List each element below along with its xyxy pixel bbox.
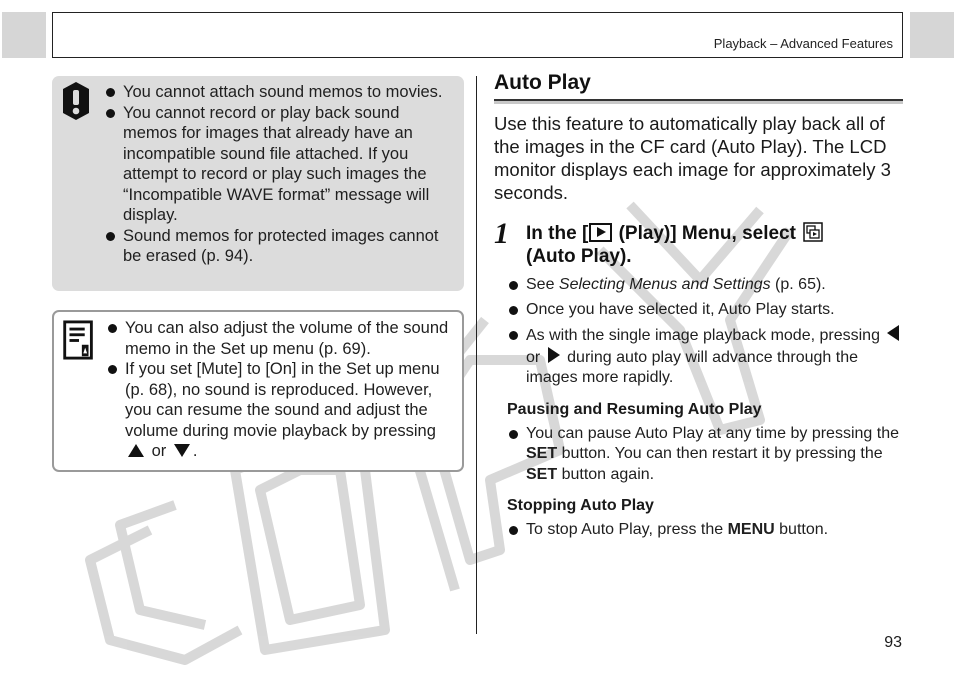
left-corner-tab bbox=[2, 12, 46, 58]
down-arrow-icon bbox=[174, 444, 190, 457]
exclamation-caution-icon bbox=[59, 81, 93, 121]
title-rule bbox=[494, 99, 903, 104]
step-1 bbox=[494, 217, 906, 389]
stopping-item: To stop Auto Play, press the MENU button. bbox=[508, 520, 906, 541]
pausing-list bbox=[508, 424, 906, 486]
intro-paragraph: Use this feature to automatically play back all of the images in the CF card (Auto Play). The LCD monitor displays each image for approximately 3 seconds. bbox=[494, 113, 891, 203]
caution-item: You cannot attach sound memos to movies. bbox=[105, 82, 458, 103]
note-item: You can also adjust the volume of the sound memo in the Set up menu (p. 69). bbox=[107, 318, 456, 359]
pausing-heading: Pausing and Resuming Auto Play bbox=[507, 400, 762, 418]
note-box bbox=[52, 310, 464, 472]
section-label: Playback – Advanced Features bbox=[713, 36, 893, 51]
right-arrow-icon bbox=[548, 347, 560, 363]
step-bullet: As with the single image playback mode, pressing or during auto play will advance through the images more rapidly. bbox=[508, 325, 906, 389]
pausing-item: You can pause Auto Play at any time by pressing the SET button. You can then restart it by pressing the SET button again. bbox=[508, 424, 906, 486]
page-header bbox=[52, 12, 903, 58]
note-list bbox=[107, 318, 456, 462]
step-bullet: Once you have selected it, Auto Play starts. bbox=[508, 300, 906, 321]
step-bullet: See Selecting Menus and Settings (p. 65). bbox=[508, 275, 906, 296]
caution-box bbox=[52, 76, 464, 291]
right-corner-tab bbox=[910, 12, 954, 58]
step-number: 1 bbox=[494, 217, 509, 250]
caution-item: Sound memos for protected images cannot be erased (p. 94). bbox=[105, 226, 458, 267]
page-number: 93 bbox=[884, 634, 902, 651]
play-icon bbox=[589, 223, 612, 242]
left-arrow-icon bbox=[887, 325, 899, 341]
stopping-heading: Stopping Auto Play bbox=[507, 497, 654, 514]
page-title: Auto Play bbox=[494, 71, 591, 94]
stopping-list bbox=[508, 520, 906, 541]
step-bullets bbox=[508, 275, 906, 389]
caution-list bbox=[105, 82, 458, 267]
memo-note-icon bbox=[62, 320, 96, 360]
auto-play-section bbox=[494, 70, 906, 541]
column-divider bbox=[476, 76, 477, 634]
step-title: In the [ (Play)] Menu, select (Auto Play). bbox=[526, 222, 906, 268]
note-item: If you set [Mute] to [On] in the Set up menu (p. 68), no sound is reproduced. However, you can resume the sound and adjust the volume during movie playback by pressing or . bbox=[107, 359, 456, 462]
caution-item: You cannot record or play back sound memos for images that already have an incompatible sound file attached. If you attempt to record or play such images the “Incompatible WAVE format” message will display. bbox=[105, 103, 458, 226]
auto-play-icon bbox=[803, 222, 823, 242]
up-arrow-icon bbox=[128, 444, 144, 457]
